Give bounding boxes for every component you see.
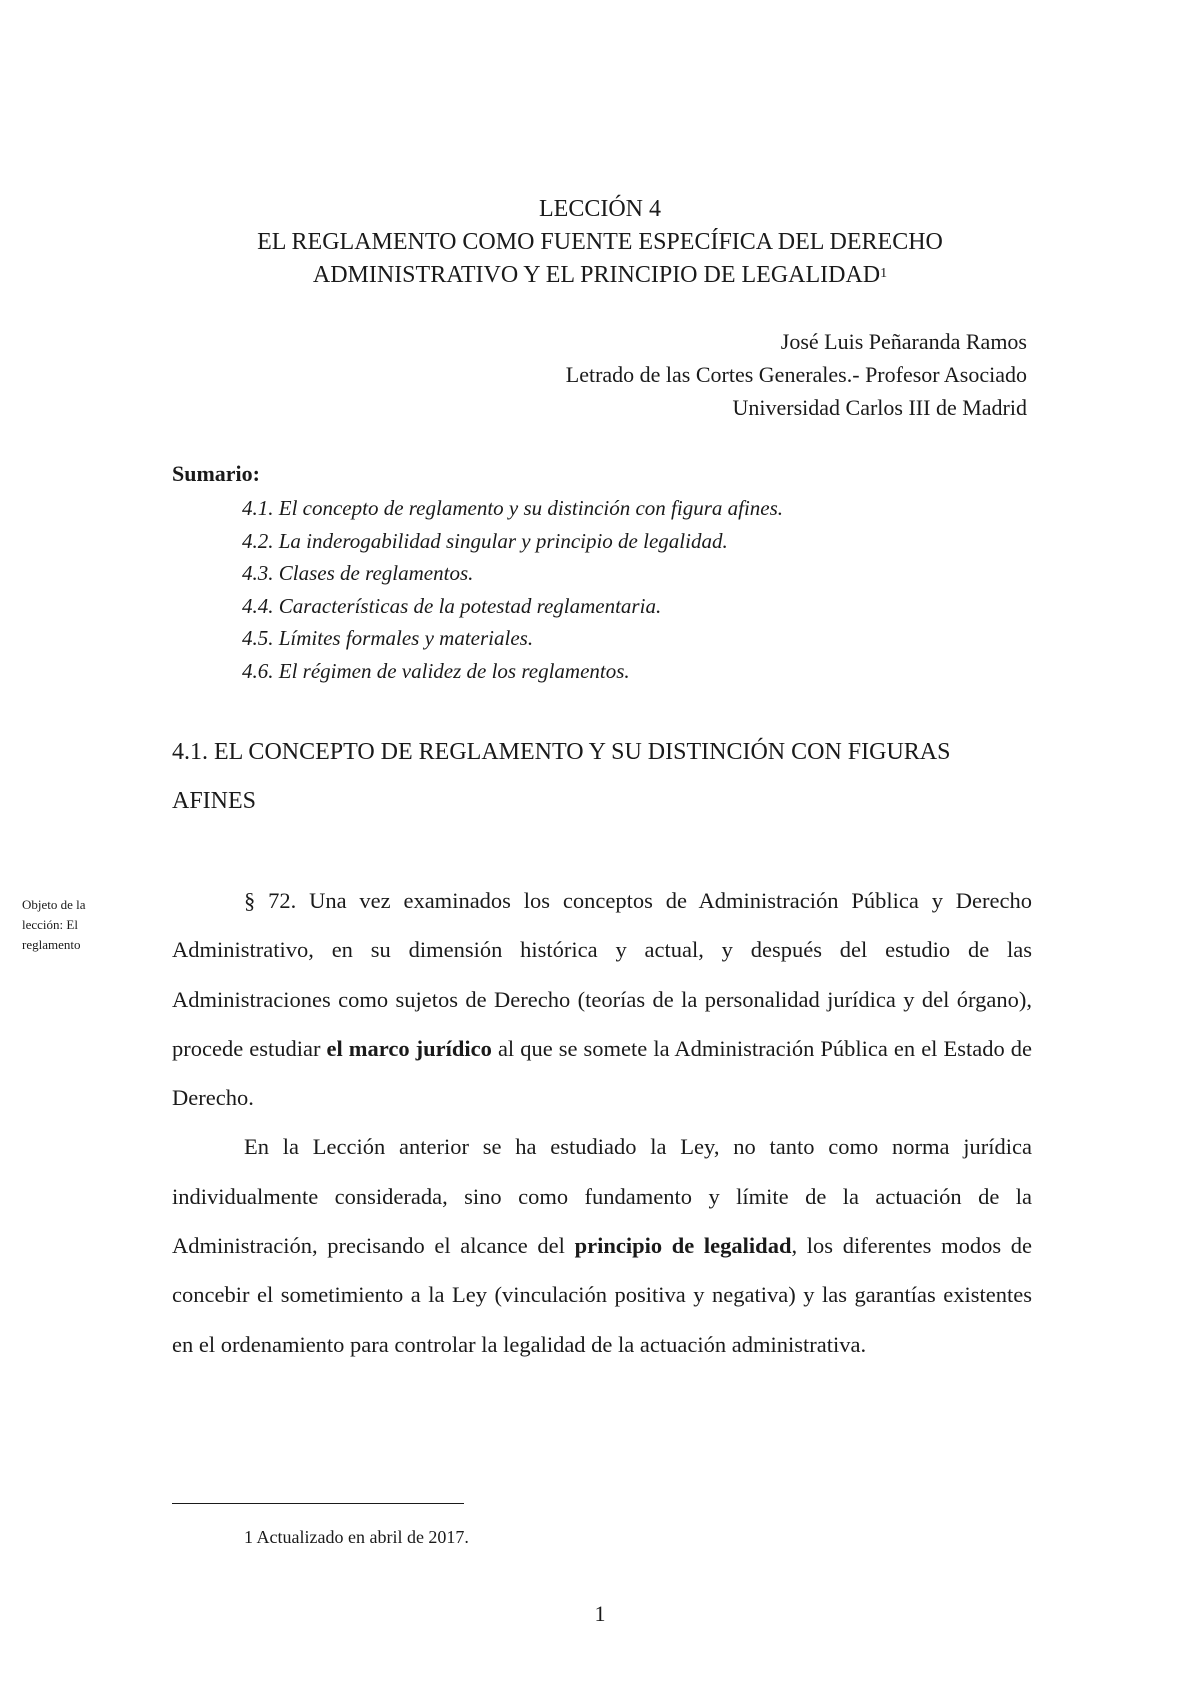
author-role: Letrado de las Cortes Generales.- Profesor Asociado xyxy=(565,362,1027,387)
paragraph-text: , los diferentes modos de concebir el sometimiento a la Ley (vinculación positiva y negativa) y las garantías existentes en el ordenamiento para controlar la legalidad de la actuación administrativa. xyxy=(172,1233,1032,1357)
paragraph-previous-lesson xyxy=(172,1122,1032,1368)
lesson-title-line-2-text: ADMINISTRATIVO Y EL PRINCIPIO DE LEGALIDAD xyxy=(312,262,881,288)
margin-note: Objeto de la lección: El reglamento xyxy=(22,897,86,952)
footnote-marker: 1 xyxy=(244,1527,253,1547)
summary-item: 4.3. Clases de reglamentos. xyxy=(242,561,474,586)
lesson-title-line-2 xyxy=(220,259,980,292)
lesson-title-block xyxy=(220,193,980,292)
summary-item: 4.4. Características de la potestad reglamentaria. xyxy=(242,593,662,618)
body-text xyxy=(172,876,1032,1369)
lesson-title-line-1: EL REGLAMENTO COMO FUENTE ESPECÍFICA DEL DERECHO xyxy=(257,229,943,255)
paragraph-text: § 72. Una vez examinados los conceptos de Administración Pública y Derecho Administrativo, en su dimensión histórica y actual, y después del estudio de las Administraciones como sujetos de Derecho (teorías de la personalidad jurídica y del órgano), procede estudiar xyxy=(172,888,1032,1061)
section-heading: 4.1. EL CONCEPTO DE REGLAMENTO Y SU DISTINCIÓN CON FIGURAS AFINES xyxy=(172,739,951,814)
bold-term: el marco jurídico xyxy=(326,1035,492,1061)
footnote-text: Actualizado en abril de 2017. xyxy=(253,1527,469,1547)
author-block xyxy=(566,325,1027,424)
paragraph-text: al que se somete la Administración Pública en el Estado de Derecho. xyxy=(172,1035,1032,1111)
title-footnote-marker[interactable]: 1 xyxy=(880,266,888,281)
author-institution: Universidad Carlos III de Madrid xyxy=(732,395,1027,420)
summary-list xyxy=(242,492,783,688)
lesson-number: LECCIÓN 4 xyxy=(539,196,661,222)
footnote xyxy=(244,1524,469,1550)
footnote-separator xyxy=(172,1503,464,1504)
summary-item: 4.2. La inderogabilidad singular y principio de legalidad. xyxy=(242,528,728,553)
paragraph-text: En la Lección anterior se ha estudiado la Ley, no tanto como norma jurídica individualmente considerada, sino como fundamento y límite de la actuación de la Administración, precisando el alcance del xyxy=(172,1134,1032,1259)
paragraph-72 xyxy=(172,876,1032,1122)
summary-item: 4.6. El régimen de validez de los reglamentos. xyxy=(242,658,630,683)
author-name: José Luis Peñaranda Ramos xyxy=(780,329,1027,354)
summary-item: 4.1. El concepto de reglamento y su distinción con figura afines. xyxy=(242,496,784,520)
bold-term: principio de legalidad xyxy=(574,1233,792,1259)
summary-title: Sumario: xyxy=(172,461,260,486)
page-number: 1 xyxy=(594,1601,606,1626)
summary-item: 4.5. Límites formales y materiales. xyxy=(242,626,534,651)
